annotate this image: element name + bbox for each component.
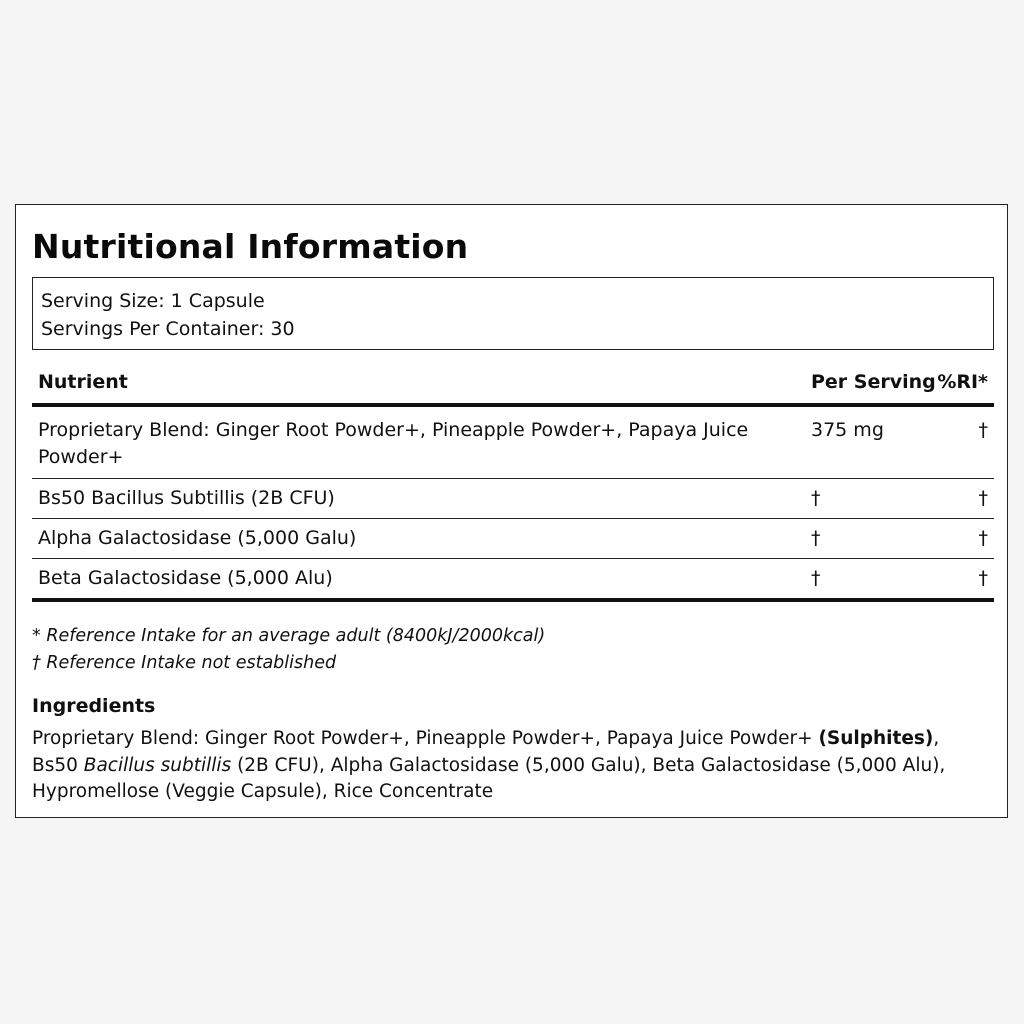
row-per-serving: † bbox=[811, 487, 821, 509]
row-nutrient: Beta Galactosidase (5,000 Alu) bbox=[38, 567, 333, 589]
ingredients-part-3: (2B CFU), Alpha Galactosidase (5,000 Galu), Beta Galactosidase (5,000 Alu), Hypromellose (Veggie Capsule), Rice Concentrate bbox=[32, 754, 946, 802]
page-title: Nutritional Information bbox=[32, 227, 469, 266]
row-ri: † bbox=[978, 567, 988, 589]
header-ri: %RI* bbox=[937, 371, 988, 393]
dagger-footnote: † Reference Intake not established bbox=[32, 653, 337, 673]
row-per-serving: † bbox=[811, 567, 821, 589]
row-per-serving: 375 mg bbox=[811, 419, 884, 441]
table-row bbox=[32, 559, 994, 602]
row-per-serving: † bbox=[811, 527, 821, 549]
nutrition-panel bbox=[15, 204, 1008, 818]
ingredients-part-2: , Bs50 bbox=[32, 728, 940, 776]
nutrient-table bbox=[32, 363, 994, 602]
footnotes bbox=[32, 623, 545, 677]
header-per-serving: Per Serving bbox=[811, 371, 936, 393]
table-row bbox=[32, 519, 994, 559]
table-row bbox=[32, 407, 994, 479]
header-nutrient: Nutrient bbox=[38, 371, 128, 393]
ingredients-text bbox=[32, 726, 982, 806]
row-nutrient: Bs50 Bacillus Subtillis (2B CFU) bbox=[38, 487, 335, 509]
row-ri: † bbox=[978, 527, 988, 549]
row-nutrient: Alpha Galactosidase (5,000 Galu) bbox=[38, 527, 357, 549]
ri-footnote: * Reference Intake for an average adult (8400kJ/2000kcal) bbox=[32, 626, 546, 646]
species-name: Bacillus subtillis bbox=[83, 754, 232, 776]
ingredients-heading: Ingredients bbox=[32, 695, 156, 717]
row-ri: † bbox=[978, 487, 988, 509]
table-row bbox=[32, 479, 994, 519]
allergen-text: (Sulphites) bbox=[818, 728, 934, 749]
ingredients-part-1: Proprietary Blend: Ginger Root Powder+, Pineapple Powder+, Papaya Juice Powder+ bbox=[32, 728, 819, 749]
row-ri: † bbox=[978, 419, 988, 441]
row-nutrient: Proprietary Blend: Ginger Root Powder+, Pineapple Powder+, Papaya Juice Powder+ bbox=[38, 419, 749, 468]
serving-size: Serving Size: 1 Capsule bbox=[41, 290, 265, 312]
serving-info-box bbox=[32, 277, 994, 350]
servings-per-container: Servings Per Container: 30 bbox=[41, 318, 295, 340]
table-header bbox=[32, 363, 994, 407]
